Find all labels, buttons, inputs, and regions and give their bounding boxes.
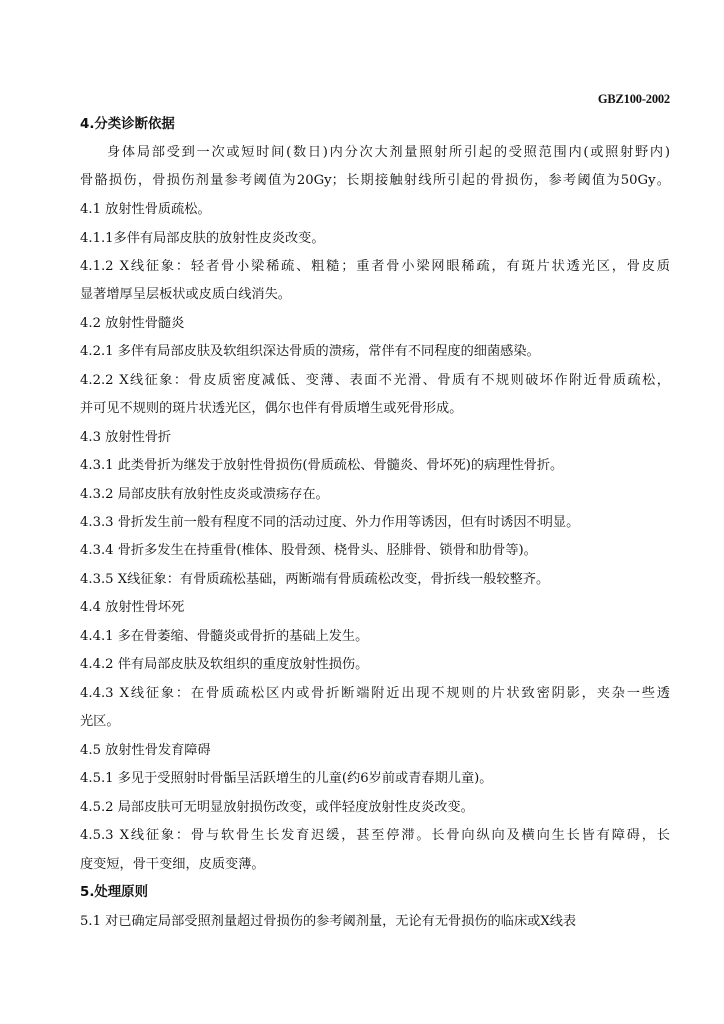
- paragraph-line: 4.4.2 伴有局部皮肤及软组织的重度放射性损伤。: [80, 657, 369, 672]
- paragraph-line: 5.1 对已确定局部受照剂量超过骨损伤的参考阈剂量，无论有无骨损伤的临床或X线表: [80, 914, 577, 929]
- paragraph-line: 骨骼损伤，骨损伤剂量参考阈值为20Gy；长期接触射线所引起的骨损伤，参考阈值为50Gy。: [80, 173, 670, 188]
- subsection-title: 4.5 放射性骨发育障碍: [80, 743, 211, 758]
- standard-code: GBZ100-2002: [597, 92, 670, 106]
- paragraph-line: 4.1.1多伴有局部皮肤的放射性皮炎改变。: [80, 231, 325, 246]
- subsection-title: 4.4 放射性骨坏死: [80, 600, 185, 615]
- paragraph-line: 4.5.3 X线征象：骨与软骨生长发育迟缓，甚至停滞。长骨向纵向及横向生长皆有障碍，长: [80, 828, 670, 843]
- paragraph-line: 4.5.2 局部皮肤可无明显放射损伤改变，或伴轻度放射性皮炎改变。: [80, 800, 474, 815]
- paragraph-line: 4.3.3 骨折发生前一般有程度不同的活动过度、外力作用等诱因，但有时诱因不明显。: [80, 515, 580, 530]
- section-heading-4: 4.分类诊断依据: [80, 117, 175, 132]
- paragraph-line: 度变短，骨干变细，皮质变薄。: [80, 857, 265, 872]
- section-heading-5: 5.处理原则: [80, 885, 148, 900]
- paragraph-line: 4.5.1 多见于受照射时骨骺呈活跃增生的儿童(约6岁前或青春期儿童)。: [80, 771, 493, 786]
- paragraph-line: 4.4.3 X线征象：在骨质疏松区内或骨折断端附近出现不规则的片状致密阴影，夹杂一些透: [80, 686, 670, 701]
- subsection-title: 4.2 放射性骨髓炎: [80, 316, 185, 331]
- paragraph-line: 并可见不规则的斑片状透光区，偶尔也伴有骨质增生或死骨形成。: [80, 401, 463, 416]
- paragraph-line: 4.2.1 多伴有局部皮肤及软组织深达骨质的溃疡，常伴有不同程度的细菌感染。: [80, 344, 540, 359]
- paragraph-line: 显著增厚呈层板状或皮质白线消失。: [80, 287, 291, 302]
- subsection-title: 4.1 放射性骨质疏松。: [80, 202, 211, 217]
- subsection-title: 4.3 放射性骨折: [80, 430, 172, 445]
- paragraph-line: 4.3.1 此类骨折为继发于放射性骨损伤(骨质疏松、骨髓炎、骨坏死)的病理性骨折。: [80, 458, 564, 473]
- paragraph-line: 4.3.2 局部皮肤有放射性皮炎或溃疡存在。: [80, 487, 329, 502]
- paragraph-line: 4.2.2 X线征象：骨皮质密度减低、变薄、表面不光滑、骨质有不规则破坏作附近骨质疏松，: [80, 373, 670, 388]
- paragraph-line: 4.4.1 多在骨萎缩、骨髓炎或骨折的基础上发生。: [80, 629, 369, 644]
- paragraph-line: 身体局部受到一次或短时间(数日)内分次大剂量照射所引起的受照范围内(或照射野内): [107, 145, 670, 160]
- paragraph-line: 光区。: [80, 714, 120, 729]
- paragraph-line: 4.3.5 X线征象：有骨质疏松基础，两断端有骨质疏松改变，骨折线一般较整齐。: [80, 572, 550, 587]
- paragraph-line: 4.1.2 X线征象：轻者骨小梁稀疏、粗糙；重者骨小梁网眼稀疏，有斑片状透光区，骨皮质: [80, 259, 670, 274]
- paragraph-line: 4.3.4 骨折多发生在持重骨(椎体、股骨颈、桡骨头、胫腓骨、锁骨和肋骨等)。: [80, 543, 537, 558]
